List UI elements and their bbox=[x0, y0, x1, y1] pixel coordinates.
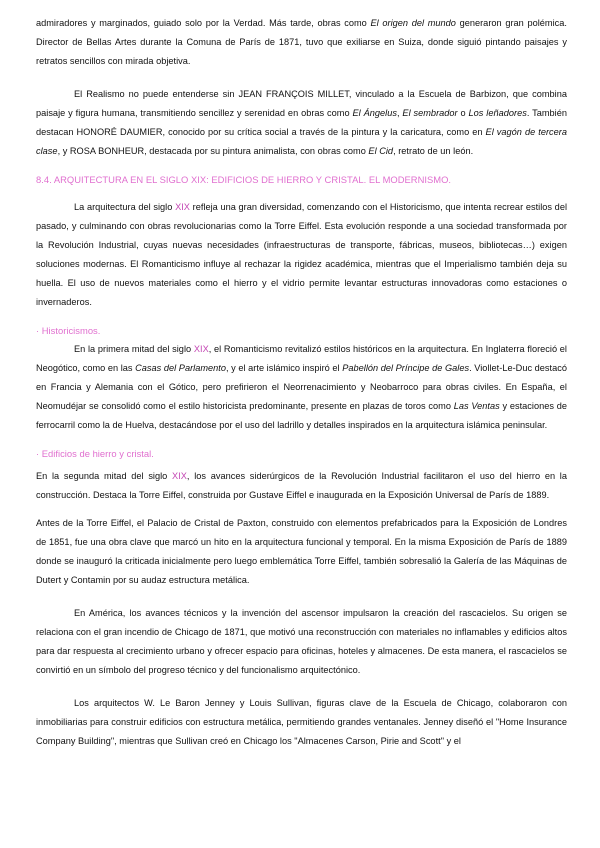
paragraph-skyscrapers: En América, los avances técnicos y la invención del ascensor impulsaron la creación del rascacielos. Su origen se relaciona con el gran incendio de Chicago de 1871, que motivó una reconstrucción con materiales no inflamables y edificios altos para dar respuesta al crecimiento urbano y ofrecer espacio para oficinas, hoteles y almacenes. De esta manera, el rascacielos se convirtió en un símbolo del progreso técnico y del funcionalismo arquitectónico. bbox=[36, 608, 567, 675]
building-name: Casas del Parlamento bbox=[135, 363, 226, 373]
paragraph-chicago-school: Los arquitectos W. Le Baron Jenney y Louis Sullivan, figuras clave de la Escuela de Chicago, colaboraron con inmobiliarias para construir edificios con estructura metálica, permitiendo grandes ventanales. Jenney diseñó el "Home Insurance Company Building", mientras que Sullivan creó en Chicago los "Almacenes Carson, Pirie and Scott" y el bbox=[36, 698, 567, 746]
artwork-title: El vagón de tercera clase bbox=[36, 127, 567, 156]
paragraph-iron-industry: En la segunda mitad del siglo XIX, los avances siderúrgicos de la Revolución Industrial facilitaron el uso del hierro en la construcción. Destaca la Torre Eiffel, construida por Gustave Eiffel e inaugurada en la Exposición Universal de París de 1889. bbox=[36, 471, 567, 500]
artwork-title: El origen del mundo bbox=[370, 18, 456, 28]
subheading-historicismos: · Historicismos. bbox=[36, 325, 101, 336]
paragraph-realism: El Realismo no puede entenderse sin JEAN FRANÇOIS MILLET, vinculado a la Escuela de Barbizon, que combina paisaje y figura humana, transmitiendo sencillez y serenidad en obras como El Ángelus, El sembrador o Los leñadores. También destacan HONORÉ DAUMIER, conocido por su crítica social a través de la pintura y la caricatura, como en El vagón de tercera clase, y ROSA BONHEUR, destacada por su pintura animalista, con obras como El Cid, retrato de un león. bbox=[36, 89, 567, 156]
artwork-title: El Cid bbox=[368, 146, 394, 156]
paragraph-crystal-palace: Antes de la Torre Eiffel, el Palacio de Cristal de Paxton, construido con elementos prefabricados para la Exposición de Londres de 1851, fue una obra clave que marcó un hito en la arquitectura funcional y temporal. En la misma Exposición de París de 1889 donde se inauguró la criticada inicialmente pero luego emblemática Torre Eiffel, también sobresalió la Galería de las Máquinas de Dutert y Contamin por su audaz estructura metálica. bbox=[36, 518, 567, 585]
century-numeral: XIX bbox=[193, 344, 209, 354]
artwork-title: El Ángelus bbox=[352, 108, 397, 118]
century-numeral: XIX bbox=[172, 471, 187, 481]
artwork-title: El sembrador bbox=[402, 108, 458, 118]
paragraph-architecture-intro: La arquitectura del siglo XIX refleja una gran diversidad, comenzando con el Historicismo, que intenta recrear estilos del pasado, y culminando con obras revolucionarias como la Torre Eiffel. Esta evolución responde a una sociedad transformada por la Revolución Industrial, cuyas nuevas necesidades (infraestructuras de transporte, fábricas, museos, bibliotecas…) exigen soluciones modernas. El Romanticismo influye al rechazar la rigidez académica, mientras que el Imperialismo también deja su huella. El uso de nuevos materiales como el hierro y el vidrio permite levantar estructuras innovadoras como estaciones o invernaderos. bbox=[36, 202, 568, 307]
section-heading: 8.4. ARQUITECTURA EN EL SIGLO XIX: EDIFICIOS DE HIERRO Y CRISTAL. EL MODERNISMO. bbox=[36, 174, 452, 185]
document-body bbox=[36, 14, 567, 751]
paragraph-historicismos: En la primera mitad del siglo XIX, el Romanticismo revitalizó estilos históricos en la arquitectura. En Inglaterra floreció el Neogótico, como en las Casas del Parlamento, y el arte islámico inspiró el Pabellón del Príncipe de Gales. Viollet-Le-Duc destacó en Francia y Alemania con el Gótico, pero prefirieron el Neorrenacimiento y Neobarroco para obras civiles. En España, el Neomudéjar se consolidó como el estilo historicista predominante, presente en plazas de toros como Las Ventas y estaciones de ferrocarril como la de Huelva, destacándose por el uso del ladrillo y detalles inspirados en la arquitectura islámica peninsular. bbox=[36, 344, 568, 430]
subheading-hierro-cristal: · Edificios de hierro y cristal. bbox=[36, 448, 154, 459]
building-name: Las Ventas bbox=[453, 401, 500, 411]
paragraph-courbet: admiradores y marginados, guiado solo por la Verdad. Más tarde, obras como El origen del mundo generaron gran polémica. Director de Bellas Artes durante la Comuna de París de 1871, tuvo que exiliarse en Suiza, donde siguió pintando paisajes y retratos sencillos con mirada objetiva. bbox=[36, 18, 567, 66]
artwork-title: Los leñadores bbox=[468, 108, 527, 118]
century-numeral: XIX bbox=[175, 202, 190, 212]
building-name: Pabellón del Príncipe de Gales bbox=[342, 363, 470, 373]
